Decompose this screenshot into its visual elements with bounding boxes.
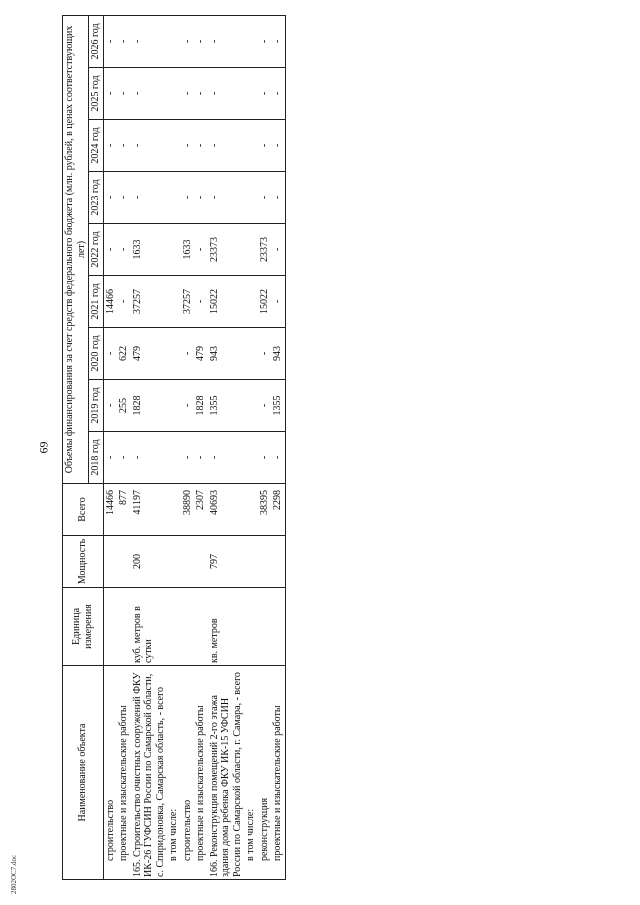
header-year: 2025 год — [89, 68, 104, 120]
cell-year-value — [167, 120, 181, 172]
cell-total: 38395 — [258, 484, 272, 536]
cell-year-value — [167, 68, 181, 120]
cell-year-value: 23373 — [208, 224, 245, 276]
cell-year-value: 1355 — [271, 380, 285, 432]
cell-year-value: - — [181, 432, 195, 484]
header-year: 2023 год — [89, 172, 104, 224]
cell-total: 14466 — [103, 484, 117, 536]
header-year: 2022 год — [89, 224, 104, 276]
cell-name: 166. Реконструкция помещений 2-го этажа здания дома ребенка ФКУ ИК-15 УФСИН России по Самарской области, г. Самара, - всего — [208, 666, 245, 880]
cell-year-value — [244, 120, 258, 172]
cell-year-value — [244, 380, 258, 432]
cell-year-value: - — [194, 120, 208, 172]
cell-total: 2307 — [194, 484, 208, 536]
cell-year-value: - — [258, 15, 272, 67]
table-row — [181, 15, 195, 879]
cell-year-value: 943 — [208, 328, 245, 380]
cell-year-value — [244, 224, 258, 276]
cell-name: в том числе: — [244, 666, 258, 880]
cell-year-value: 1633 — [131, 224, 168, 276]
cell-power — [167, 536, 181, 588]
cell-year-value: - — [181, 15, 195, 67]
cell-year-value: - — [258, 172, 272, 224]
cell-year-value: 23373 — [258, 224, 272, 276]
cell-year-value: - — [271, 120, 285, 172]
cell-year-value — [244, 328, 258, 380]
cell-name: проектные и изыскательские работы — [271, 666, 285, 880]
cell-year-value: - — [181, 328, 195, 380]
cell-year-value: - — [194, 172, 208, 224]
cell-year-value: - — [117, 68, 131, 120]
cell-year-value: - — [103, 380, 117, 432]
cell-unit: кв. метров — [208, 588, 245, 666]
cell-total: 877 — [117, 484, 131, 536]
cell-year-value: - — [103, 328, 117, 380]
cell-year-value: - — [194, 432, 208, 484]
cell-power: 200 — [131, 536, 168, 588]
cell-year-value: - — [117, 224, 131, 276]
cell-year-value: - — [258, 432, 272, 484]
cell-name: проектные и изыскательские работы — [117, 666, 131, 880]
cell-year-value: 14466 — [103, 276, 117, 328]
cell-year-value: 1828 — [131, 380, 168, 432]
cell-year-value: - — [258, 328, 272, 380]
cell-year-value: - — [181, 172, 195, 224]
cell-year-value: - — [181, 120, 195, 172]
table-row — [271, 15, 285, 879]
cell-year-value: - — [181, 68, 195, 120]
cell-year-value — [167, 380, 181, 432]
cell-power — [244, 536, 258, 588]
cell-unit — [181, 588, 195, 666]
table-row — [117, 15, 131, 879]
cell-year-value — [167, 172, 181, 224]
cell-year-value: - — [271, 15, 285, 67]
cell-year-value: - — [271, 68, 285, 120]
cell-total: 40693 — [208, 484, 245, 536]
header-year: 2018 год — [89, 432, 104, 484]
cell-year-value: - — [258, 68, 272, 120]
header-total: Всего — [63, 484, 104, 536]
cell-year-value — [167, 15, 181, 67]
cell-year-value — [167, 224, 181, 276]
cell-year-value: - — [181, 380, 195, 432]
cell-unit — [258, 588, 272, 666]
cell-year-value: - — [103, 120, 117, 172]
cell-year-value — [244, 432, 258, 484]
cell-unit — [103, 588, 117, 666]
cell-year-value — [244, 172, 258, 224]
cell-year-value: - — [271, 432, 285, 484]
cell-year-value: - — [131, 15, 168, 67]
cell-name: 165. Строительство очистных сооружений ФКУ ИК-26 ГУФСИН России по Самарской области, с. Спиридоновка, Самарская область, - всего — [131, 666, 168, 880]
funding-table — [62, 15, 286, 880]
header-name: Наименование объекта — [63, 666, 104, 880]
header-power: Мощность — [63, 536, 104, 588]
cell-name: проектные и изыскательские работы — [194, 666, 208, 880]
cell-unit — [117, 588, 131, 666]
cell-year-value: - — [208, 68, 245, 120]
cell-year-value — [244, 68, 258, 120]
cell-year-value — [244, 15, 258, 67]
cell-year-value: - — [117, 120, 131, 172]
cell-year-value: 479 — [194, 328, 208, 380]
cell-power: 797 — [208, 536, 245, 588]
cell-year-value: - — [117, 172, 131, 224]
header-unit: Единица измерения — [63, 588, 104, 666]
document-id: 2802OC7.doc — [10, 854, 18, 894]
cell-power — [117, 536, 131, 588]
cell-total — [244, 484, 258, 536]
cell-year-value: - — [117, 432, 131, 484]
cell-year-value: - — [208, 172, 245, 224]
cell-year-value: - — [103, 68, 117, 120]
cell-year-value: 1828 — [194, 380, 208, 432]
table-body — [103, 15, 285, 879]
cell-year-value: - — [117, 15, 131, 67]
cell-year-value: - — [131, 172, 168, 224]
table-row — [208, 15, 245, 879]
table-row — [244, 15, 258, 879]
cell-year-value: 943 — [271, 328, 285, 380]
table-row — [131, 15, 168, 879]
cell-year-value: - — [103, 15, 117, 67]
rotated-table-container — [62, 20, 627, 880]
cell-year-value: - — [271, 172, 285, 224]
cell-total: 41197 — [131, 484, 168, 536]
cell-power — [271, 536, 285, 588]
cell-year-value: - — [271, 224, 285, 276]
cell-year-value: 1355 — [208, 380, 245, 432]
cell-year-value: - — [194, 15, 208, 67]
cell-year-value: - — [131, 120, 168, 172]
cell-year-value: 37257 — [131, 276, 168, 328]
cell-year-value: - — [131, 432, 168, 484]
cell-total: 38890 — [181, 484, 195, 536]
cell-name: строительство — [103, 666, 117, 880]
cell-year-value: - — [271, 276, 285, 328]
cell-year-value: - — [258, 120, 272, 172]
cell-unit — [194, 588, 208, 666]
cell-unit: куб. метров в сутки — [131, 588, 168, 666]
cell-year-value: 622 — [117, 328, 131, 380]
table-row — [258, 15, 272, 879]
cell-power — [194, 536, 208, 588]
cell-year-value: - — [258, 380, 272, 432]
cell-year-value: - — [131, 68, 168, 120]
cell-year-value: - — [208, 15, 245, 67]
cell-year-value: - — [208, 432, 245, 484]
cell-year-value: - — [194, 276, 208, 328]
cell-unit — [167, 588, 181, 666]
cell-unit — [244, 588, 258, 666]
table-row — [194, 15, 208, 879]
header-year: 2020 год — [89, 328, 104, 380]
header-funding: Объемы финансирования за счет средств федерального бюджета (млн. рублей, в ценах соответствующих лет) — [63, 15, 89, 483]
table-row — [103, 15, 117, 879]
header-year: 2019 год — [89, 380, 104, 432]
cell-year-value — [244, 276, 258, 328]
cell-year-value: - — [117, 276, 131, 328]
cell-year-value: - — [208, 120, 245, 172]
cell-year-value: 1633 — [181, 224, 195, 276]
cell-name: в том числе: — [167, 666, 181, 880]
cell-year-value: - — [103, 432, 117, 484]
cell-unit — [271, 588, 285, 666]
cell-year-value: - — [103, 172, 117, 224]
cell-year-value: 479 — [131, 328, 168, 380]
header-year: 2024 год — [89, 120, 104, 172]
cell-power — [181, 536, 195, 588]
header-year: 2026 год — [89, 15, 104, 67]
cell-power — [258, 536, 272, 588]
cell-year-value: 255 — [117, 380, 131, 432]
cell-name: строительство — [181, 666, 195, 880]
cell-year-value: - — [194, 68, 208, 120]
cell-year-value: 15022 — [258, 276, 272, 328]
cell-year-value: - — [194, 224, 208, 276]
page-number: 69 — [36, 441, 51, 454]
cell-year-value: 15022 — [208, 276, 245, 328]
cell-total: 2298 — [271, 484, 285, 536]
cell-year-value — [167, 276, 181, 328]
cell-name: реконструкция — [258, 666, 272, 880]
table-row — [167, 15, 181, 879]
header-year: 2021 год — [89, 276, 104, 328]
cell-year-value: - — [103, 224, 117, 276]
cell-year-value: 37257 — [181, 276, 195, 328]
cell-power — [103, 536, 117, 588]
cell-year-value — [167, 432, 181, 484]
cell-year-value — [167, 328, 181, 380]
cell-total — [167, 484, 181, 536]
